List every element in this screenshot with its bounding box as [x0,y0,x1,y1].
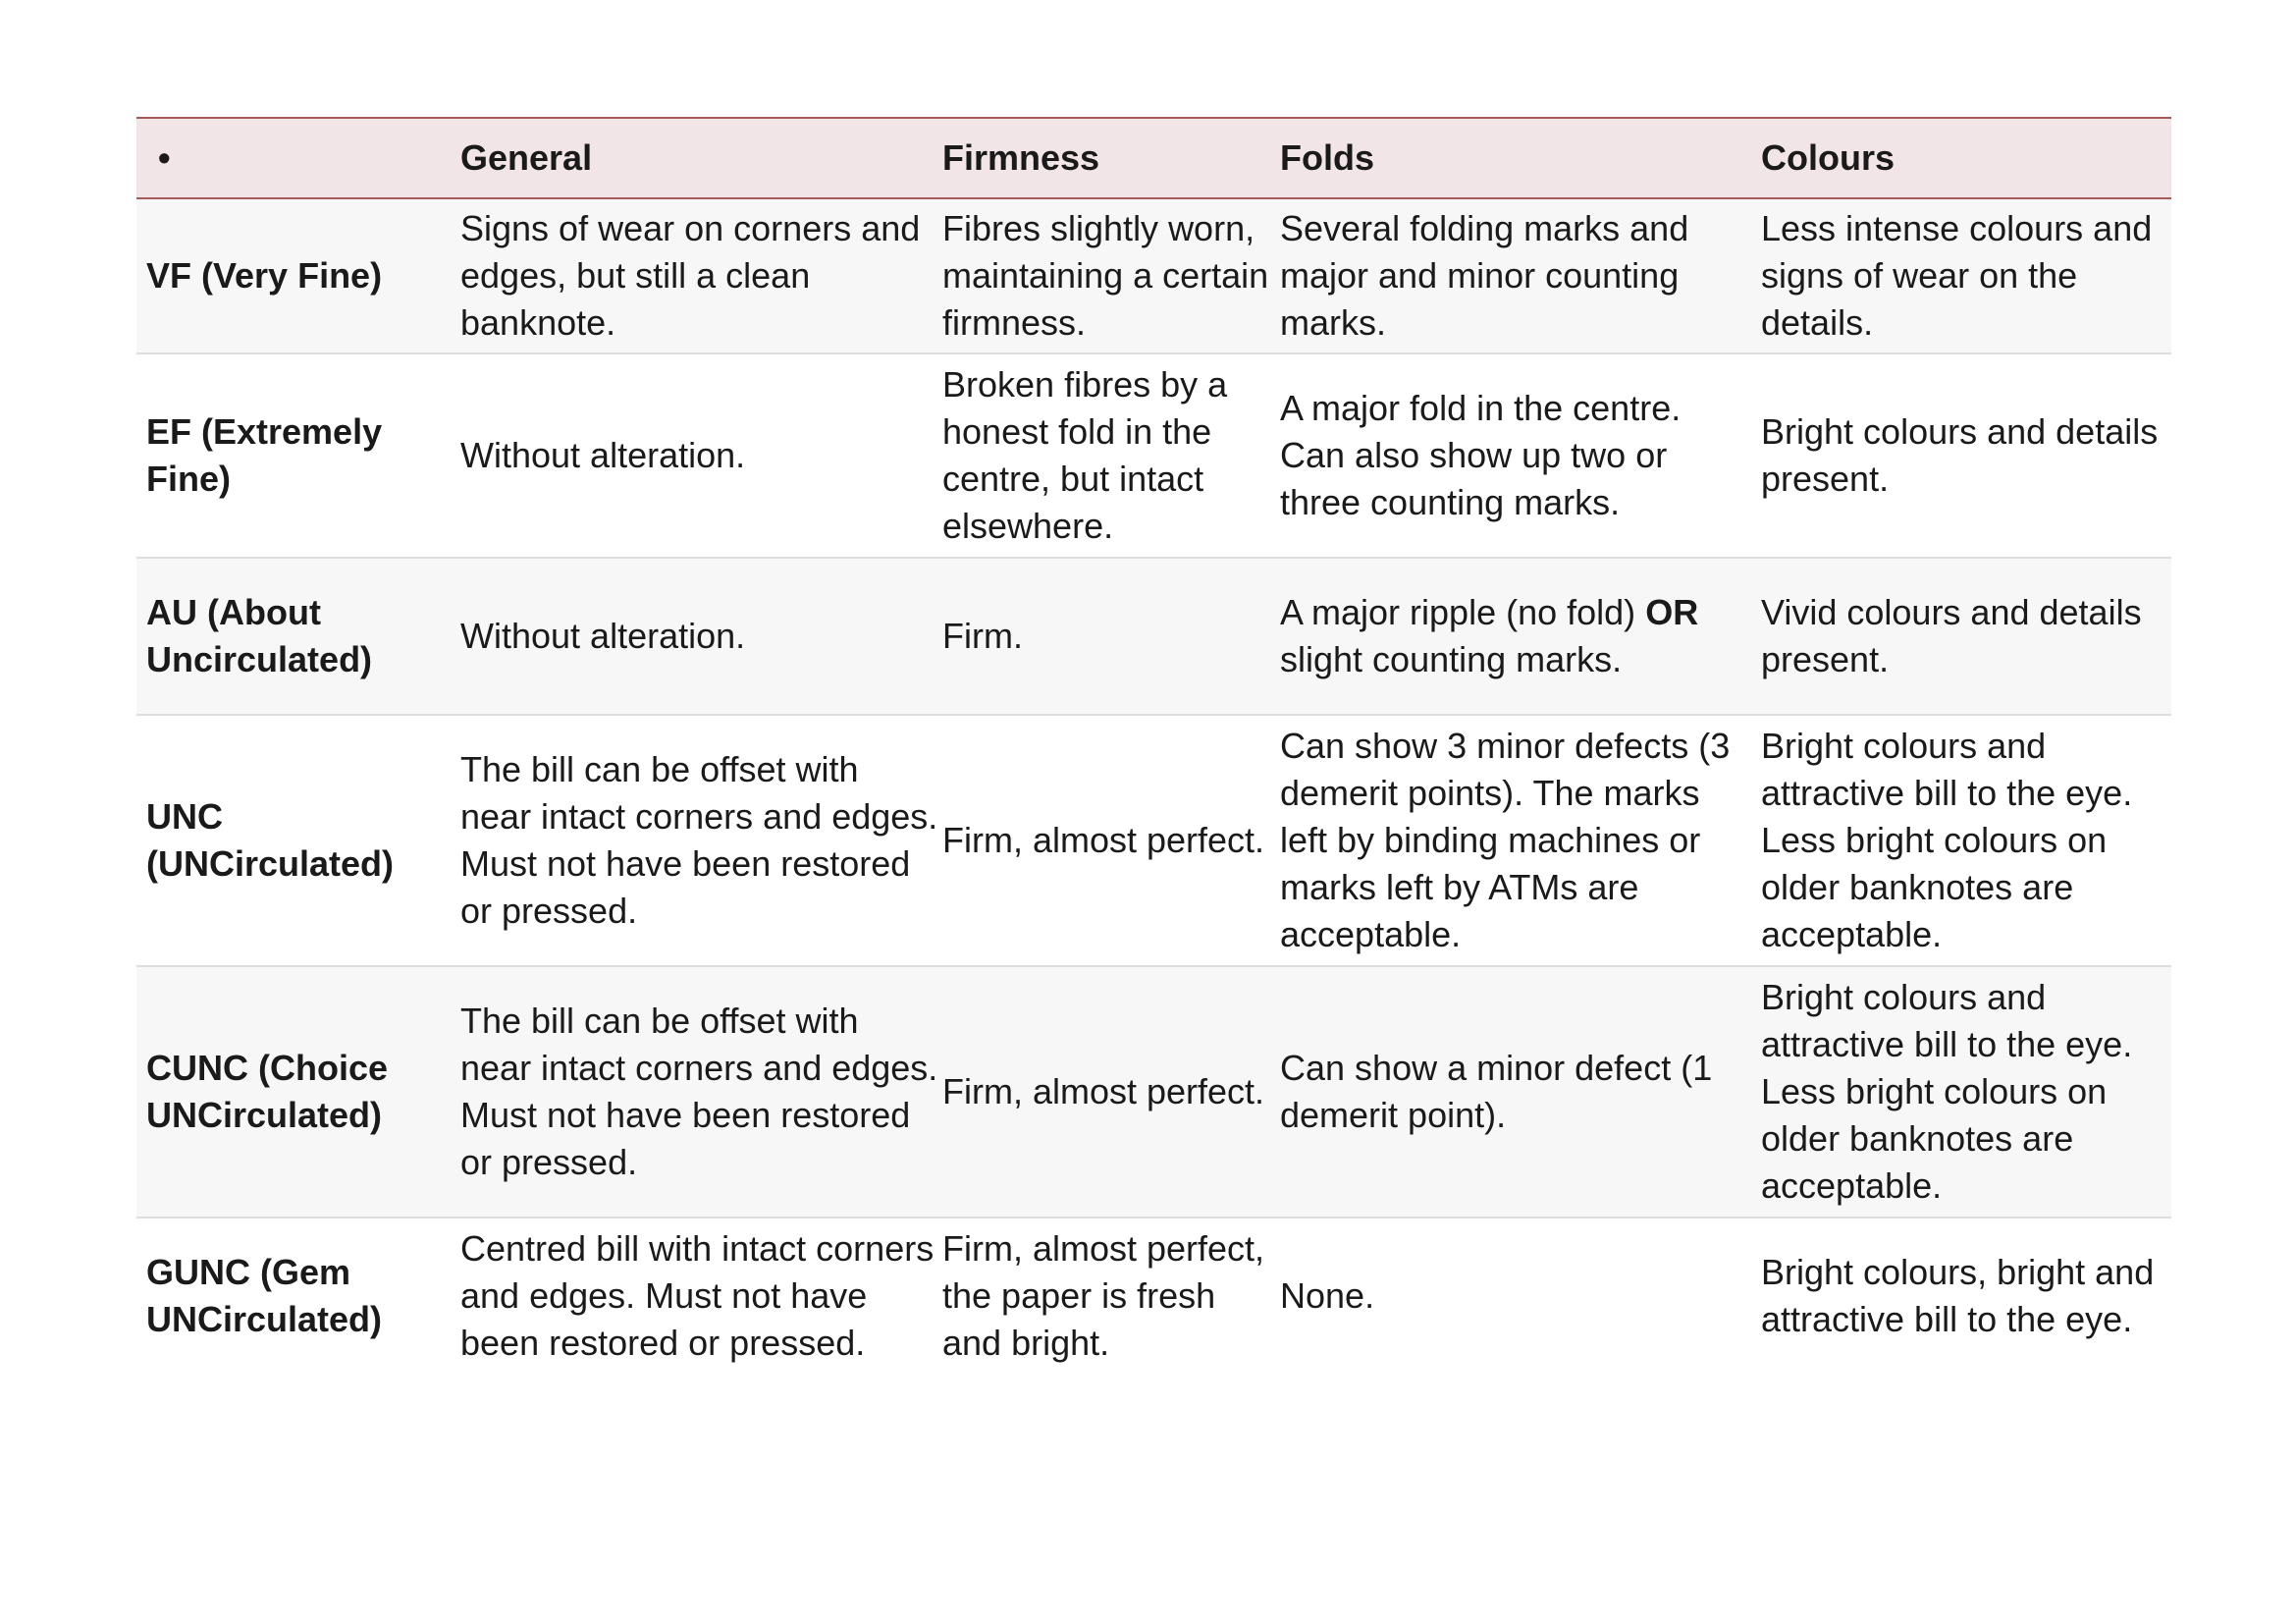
table-header-row [136,118,2171,198]
grade-cell: EF (Extremely Fine) [136,353,441,558]
firmness-cell: Broken fibres by a honest fold in the centre, but intact elsewhere. [938,353,1276,558]
header-bullet: • [158,137,171,178]
header-general: General [460,137,593,178]
general-cell: The bill can be offset with near intact corners and edges. Must not have been restored or pressed. [441,715,938,966]
folds-text-start: A major ripple (no fold) [1280,592,1636,632]
firmness-cell: Fibres slightly worn, maintaining a certain firmness. [938,198,1276,353]
colours-cell: Less intense colours and signs of wear on the details. [1747,198,2171,353]
folds-text-end: slight counting marks. [1280,639,1623,679]
grade-cell: VF (Very Fine) [136,198,441,353]
folds-cell: Can show a minor defect (1 demerit point). [1276,966,1747,1218]
general-cell: Signs of wear on corners and edges, but still a clean banknote. [441,198,938,353]
firmness-cell: Firm, almost perfect, the paper is fresh and bright. [942,1228,1265,1363]
general-cell: Without alteration. [441,558,938,715]
folds-cell [1276,558,1747,715]
table-row [136,198,2171,353]
colours-cell: Bright colours and attractive bill to the eye. Less bright colours on older banknotes are acceptable. [1747,966,2171,1218]
firmness-cell: Firm, almost perfect. [938,966,1276,1218]
table-row [136,1218,2171,1374]
folds-cell: None. [1280,1275,1375,1316]
firmness-cell: Firm. [938,558,1276,715]
general-cell: The bill can be offset with near intact corners and edges. Must not have been restored or pressed. [441,966,938,1218]
folds-emphasis: OR [1645,592,1699,632]
grade-cell: CUNC (Choice UNCirculated) [136,966,441,1218]
table-row [136,715,2171,966]
colours-cell: Bright colours and details present. [1747,353,2171,558]
folds-cell: Several folding marks and major and minor counting marks. [1276,198,1747,353]
table-row [136,966,2171,1218]
header-folds: Folds [1280,137,1374,178]
header-firmness: Firmness [942,137,1100,178]
banknote-grading-table [136,117,2171,1374]
general-cell: Without alteration. [441,353,938,558]
colours-cell: Bright colours and attractive bill to the eye. Less bright colours on older banknotes are acceptable. [1747,715,2171,966]
grade-cell: UNC (UNCirculated) [136,715,441,966]
table-row [136,353,2171,558]
folds-cell: Can show 3 minor defects (3 demerit points). The marks left by binding machines or marks left by ATMs are acceptable. [1276,715,1747,966]
colours-cell: Bright colours, bright and attractive bill to the eye. [1761,1252,2155,1339]
header-colours: Colours [1761,137,1896,178]
general-cell: Centred bill with intact corners and edges. Must not have been restored or pressed. [460,1228,934,1363]
colours-cell: Vivid colours and details present. [1747,558,2171,715]
folds-cell: A major fold in the centre. Can also show up two or three counting marks. [1276,353,1747,558]
table-row [136,558,2171,715]
grade-cell: AU (About Uncirculated) [136,558,441,715]
grade-cell: GUNC (Gem UNCirculated) [146,1252,383,1339]
firmness-cell: Firm, almost perfect. [938,715,1276,966]
